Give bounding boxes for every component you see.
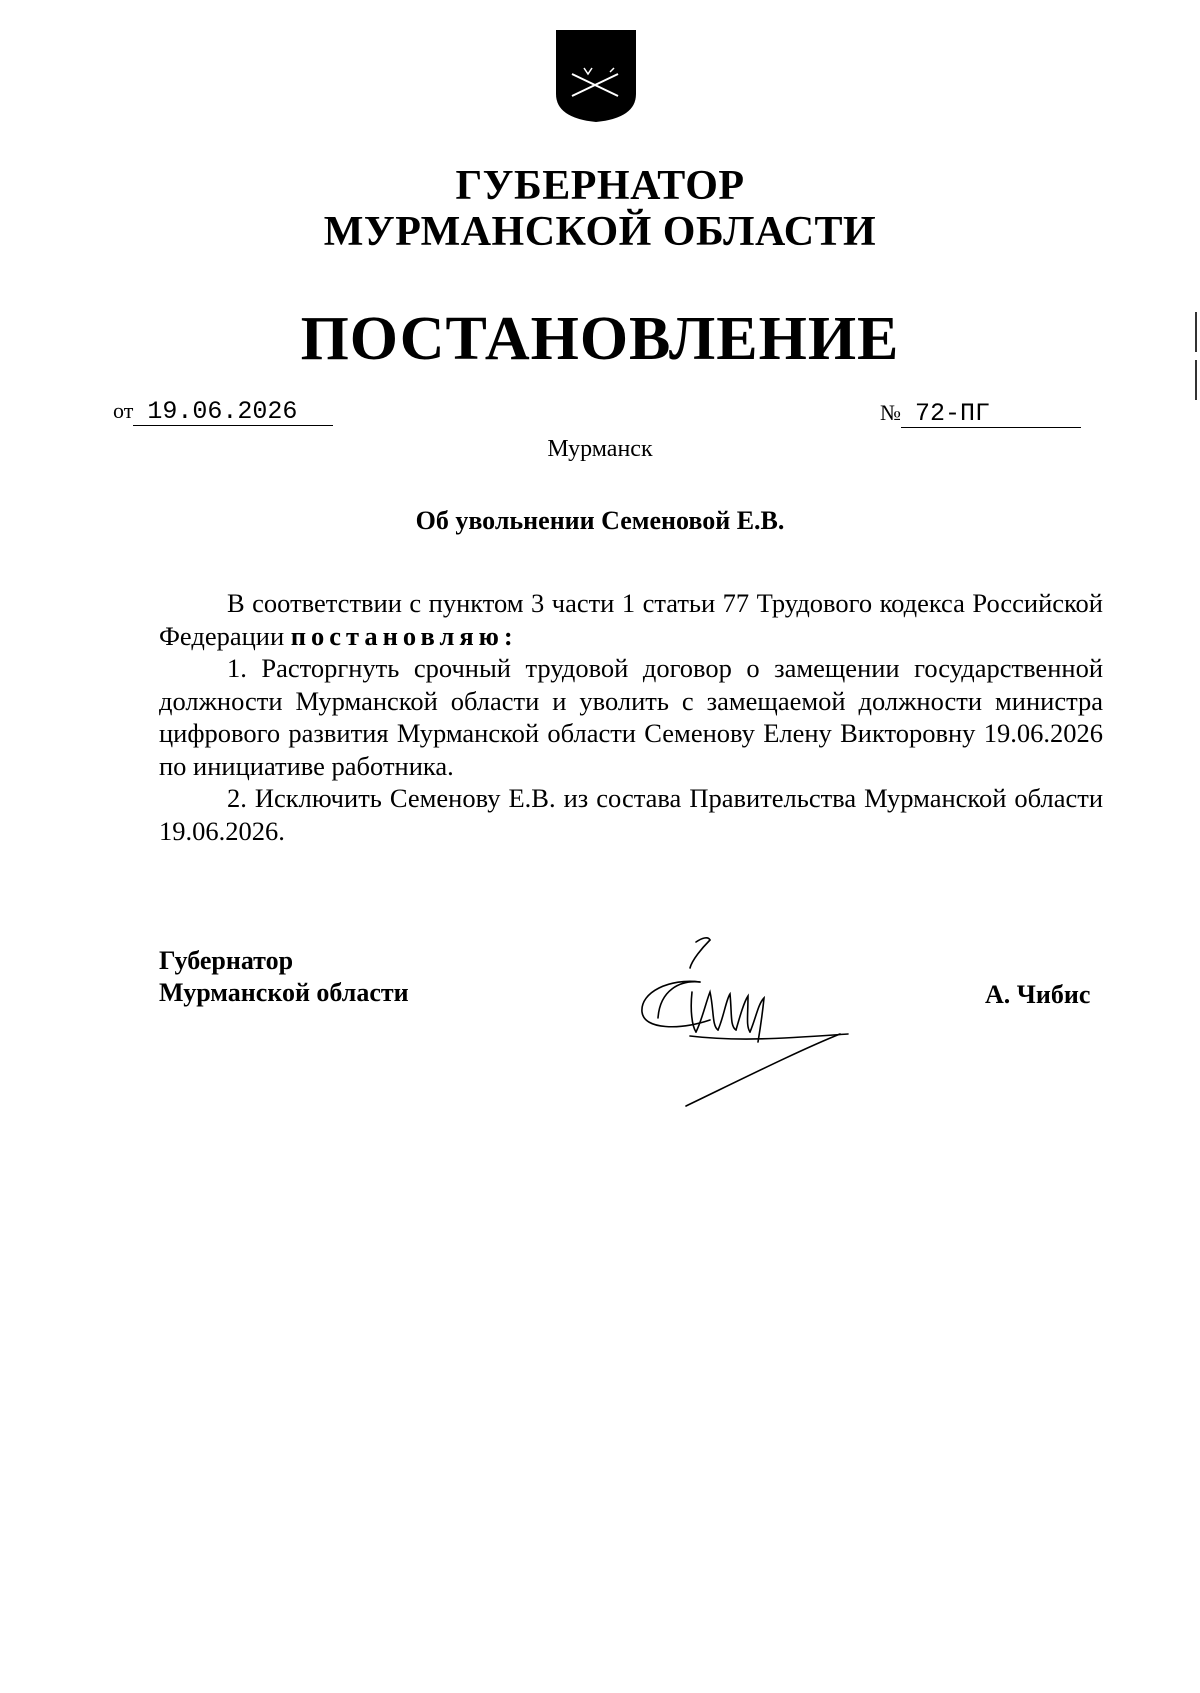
item-1: 1. Расторгнуть срочный трудовой договор о замещении государственной должности Мурманской области и уволить с замещаемой должности министра цифрового развития Мурманской области Семенову Елену Викторовну 19.06.2026 по инициативе работника. [159,653,1103,781]
item-2: 2. Исключить Семенову Е.В. из состава Правительства Мурманской области 19.06.2026. [159,783,1103,846]
city: Мурманск [547,436,653,462]
number-value: 72-ПГ [901,400,1081,428]
intro-paragraph [159,587,1103,652]
scan-margin-mark [1195,360,1197,400]
coat-of-arms-icon [554,28,638,124]
document-subject: Об увольнении Семеновой Е.В. [415,506,785,535]
org-title-line1: ГУБЕРНАТОР [455,163,745,209]
handwritten-signature-icon [630,930,860,1120]
date-value: 19.06.2026 [133,398,333,426]
org-title-line2: МУРМАНСКОЙ ОБЛАСТИ [323,209,877,255]
document-number [880,400,1081,428]
document-type: ПОСТАНОВЛЕНИЕ [300,305,900,373]
intro-text: В соответствии с пунктом 3 части 1 статьи 77 Трудового кодекса Российской Федерации [159,588,1103,651]
decree-word: постановляю: [290,620,518,651]
signatory-name: А. Чибис [985,980,1091,1009]
number-prefix: № [880,400,901,425]
scan-margin-mark [1195,312,1197,352]
signatory-title [159,945,409,1009]
signatory-title-line1: Губернатор [159,946,294,975]
date-prefix: от [113,398,134,423]
document-body [159,587,1103,847]
document-date [113,398,333,426]
signatory-title-line2: Мурманской области [159,978,409,1007]
